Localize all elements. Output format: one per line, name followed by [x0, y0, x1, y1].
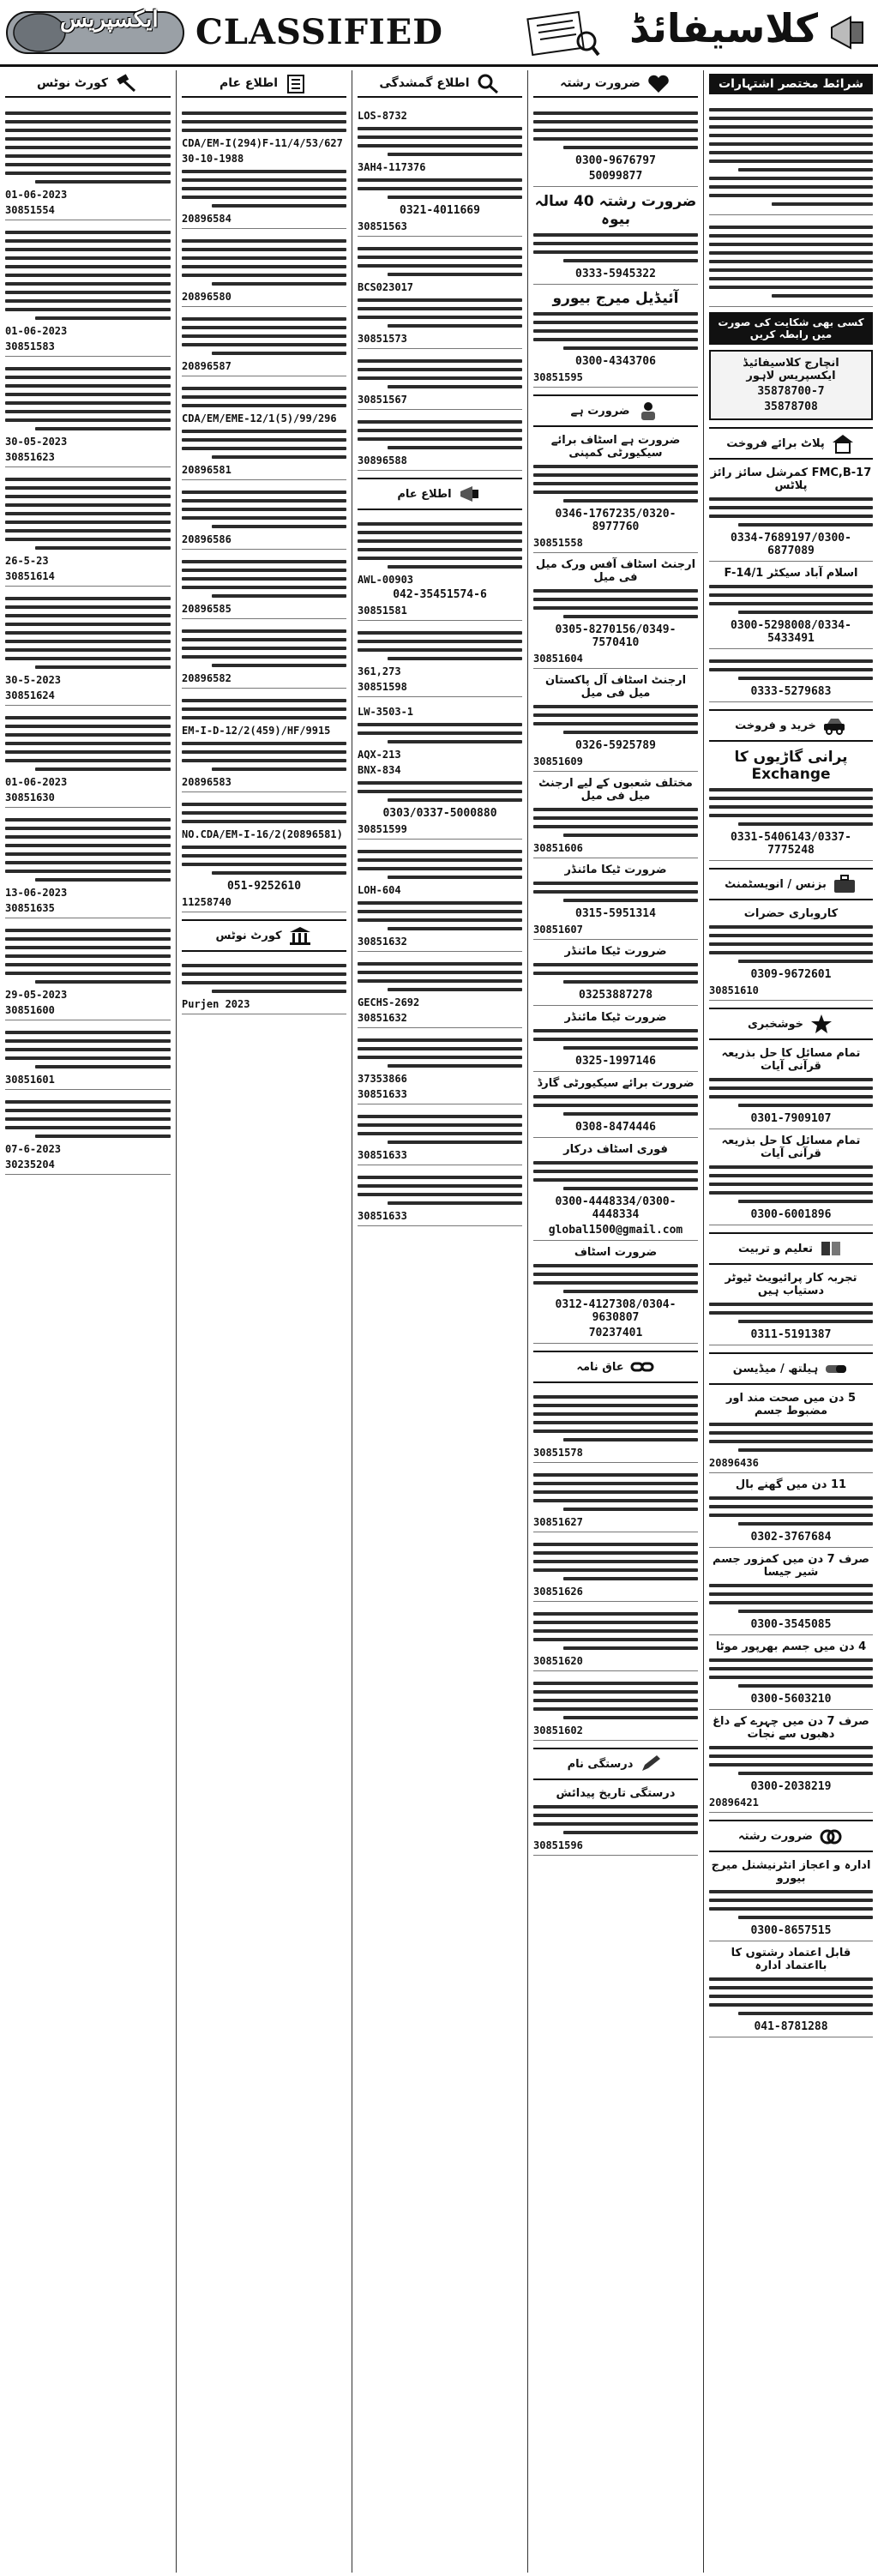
- classified-ad: ضرورت ٹیکا مائنڈر 03253887278: [533, 940, 698, 1006]
- classified-ad: 29-05-2023 30851600: [5, 918, 171, 1020]
- section-header: کورٹ نوٹس: [182, 919, 346, 952]
- column-lost-and-public-notice: [352, 70, 527, 2573]
- contact-box: [709, 350, 873, 420]
- classified-ad: 0300-9676797 50099877: [533, 101, 698, 187]
- classified-ad: 30851626: [533, 1532, 698, 1602]
- classified-ad: BCS023017 30851573: [358, 237, 522, 349]
- classified-ad: اسلام آباد سیکٹر F-14/1 0300-5298008/0334-5433491: [709, 562, 873, 649]
- classified-ad: FMC,B-17 کمرشل سائز رائز پلاٹس 0334-7689197/0300-6877089: [709, 461, 873, 562]
- column-header: [533, 70, 698, 98]
- classified-ad: Purjen 2023: [182, 954, 346, 1014]
- section-header: عاق نامہ: [533, 1351, 698, 1383]
- classified-ad: 30851578: [533, 1385, 698, 1463]
- page-title-english: CLASSIFIED: [195, 12, 443, 52]
- hiring-icon: [635, 400, 661, 422]
- classified-ad: 30851633: [358, 1104, 522, 1165]
- classified-ad: [709, 98, 873, 215]
- contact-office: انچارج کلاسیفائیڈ ایکسپریس لاہور: [743, 357, 839, 382]
- classified-ad: 11 دن میں گھنے بال 0302-3767684: [709, 1473, 873, 1548]
- megaphone-icon: [825, 9, 873, 57]
- rings-icon: [818, 1825, 844, 1847]
- masthead: [0, 0, 878, 67]
- classified-ad: EM-I-D-12/2(459)/HF/9915 20896583: [182, 689, 346, 792]
- classified-ad: مختلف شعبوں کے لیے ارجنٹ میل فی میل 30851606: [533, 772, 698, 858]
- column-header: [358, 70, 522, 98]
- gavel-icon: [113, 72, 139, 94]
- classified-ad: 26-5-23 30851614: [5, 467, 171, 587]
- chain-icon: [629, 1356, 655, 1378]
- classified-ad: 07-6-2023 30235204: [5, 1090, 171, 1175]
- column-header-label: شرائط مختصر اشتہارات: [719, 77, 863, 91]
- classified-ad: 20896580: [182, 229, 346, 307]
- classified-ad: ارجنٹ اسٹاف آفس ورک میل فی میل 0305-8270156/0349-7570410 30851604: [533, 553, 698, 669]
- column-header-label: اطلاع عام: [219, 76, 279, 90]
- column-terms-and-property: [703, 70, 878, 2573]
- classified-ad: 30-05-2023 30851623: [5, 357, 171, 467]
- classified-ad: 30851601: [5, 1020, 171, 1090]
- classified-ad: درستگی تاریخ پیدائش 30851596: [533, 1782, 698, 1856]
- section-header: بزنس / انویسٹمنٹ: [709, 868, 873, 900]
- house-icon: [830, 432, 856, 454]
- section-header: ضرورت رشتہ: [709, 1820, 873, 1852]
- car-icon: [821, 714, 847, 737]
- column-header: [709, 74, 873, 94]
- column-header-label: ضرورت رشتہ: [560, 76, 640, 90]
- classified-ad: 01-06-2023 30851583: [5, 220, 171, 357]
- pencil-icon: [638, 1753, 664, 1775]
- column-matrimonial-and-jobs: [527, 70, 703, 2573]
- section-header: خوشخبری: [709, 1008, 873, 1040]
- classified-ad: 30851602: [533, 1671, 698, 1741]
- classified-ad: پرانی گاڑیوں کا Exchange 0331-5406143/0337-7775248: [709, 743, 873, 861]
- section-header: ضرورت ہے: [533, 394, 698, 427]
- contact-fax: 35878708: [764, 400, 818, 413]
- classified-ad: ادارہ و اعجاز انٹرنیشنل میرج بیورو 0300-8657515: [709, 1854, 873, 1941]
- column-public-notice: [176, 70, 352, 2573]
- classified-ad: 361,273 30851598: [358, 621, 522, 697]
- briefcase-icon: [832, 873, 857, 895]
- classified-ad: 0333-5279683: [709, 649, 873, 702]
- section-header: پلاٹ برائے فروخت: [709, 427, 873, 460]
- classified-ad: LOS-8732 3AH4-117376 0321-4011669 30851563: [358, 101, 522, 237]
- classified-ad: [709, 215, 873, 307]
- complaint-banner: کسی بھی شکایت کی صورت میں رابطہ کریں: [709, 312, 873, 345]
- column-header: [182, 70, 346, 98]
- classified-ad: کاروباری حضرات 0309-9672601 30851610: [709, 902, 873, 1001]
- star-icon: [809, 1013, 834, 1035]
- classified-ad: LW-3503-1 AQX-213 BNX-834 0303/0337-5000880 30851599: [358, 697, 522, 840]
- classified-ad: ضرورت ٹیکا مائنڈر 0315-5951314 30851607: [533, 858, 698, 940]
- logo-text: ایکسپریس: [60, 7, 159, 33]
- section-header: ہیلتھ / میڈیسن: [709, 1352, 873, 1385]
- classified-ad: 20896582: [182, 619, 346, 689]
- classified-ad: 5 دن میں صحت مند اور مضبوط جسم 20896436: [709, 1387, 873, 1473]
- classified-ad: NO.CDA/EM-I-16/2(20896581) 051-9252610 11258740: [182, 792, 346, 912]
- classified-ad: LOH-604 30851632: [358, 840, 522, 952]
- classified-ad: فوری اسٹاف درکار 0300-4448334/0300-4448334 global1500@gmail.com: [533, 1138, 698, 1241]
- column-header-label: اطلاع گمشدگی: [379, 76, 470, 90]
- page-title-urdu: کلاسیفائڈ: [629, 5, 818, 51]
- classified-ad: 20896585: [182, 550, 346, 619]
- newspaper-illustration-icon: [523, 7, 600, 58]
- classified-ad: 30851633: [358, 1165, 522, 1226]
- classified-ad: 30851620: [533, 1602, 698, 1671]
- classified-ad: صرف 7 دن میں کمزور جسم شیر جیسا 0300-3545085: [709, 1548, 873, 1635]
- column-header: [5, 70, 171, 98]
- classified-ad: CDA/EM/EME-12/1(5)/99/296 20896581: [182, 376, 346, 480]
- section-header: خرید و فروخت: [709, 709, 873, 742]
- building-icon: [283, 72, 309, 94]
- classified-ad: تمام مسائل کا حل بذریعہ قرآنی آیات 0301-7909107: [709, 1042, 873, 1129]
- classified-ad: ارجنٹ اسٹاف آل پاکستان میل فی میل 0326-5925789 30851609: [533, 669, 698, 772]
- classified-ad: 30851567: [358, 349, 522, 410]
- classified-ad: 30896588: [358, 410, 522, 471]
- court-icon: [287, 924, 313, 947]
- classified-ad: صرف 7 دن میں چہرے کے داغ دھبوں سے نجات 0300-2038219 20896421: [709, 1710, 873, 1813]
- contact-phone: 35878700-7: [757, 385, 825, 398]
- classified-ad: 30851627: [533, 1463, 698, 1532]
- section-header: اطلاع عام: [358, 478, 522, 510]
- classified-ad: ضرورت برائے سیکیورٹی گارڈ 0308-8474446: [533, 1072, 698, 1138]
- classified-ad: 01-06-2023 30851630: [5, 706, 171, 808]
- classified-ad: GECHS-2692 30851632: [358, 952, 522, 1028]
- classified-ad: ضرورت رشتہ 40 سالہ بیوہ 0333-5945322: [533, 187, 698, 285]
- classified-ad: AWL-00903 042-35451574-6 30851581: [358, 512, 522, 621]
- magnifier-icon: [475, 72, 501, 94]
- classified-ad: 01-06-2023 30851554: [5, 101, 171, 220]
- classified-ad: ضرورت اسٹاف 0312-4127308/0304-9630807 70237401: [533, 1241, 698, 1344]
- classified-ad: ضرورت ٹیکا مائنڈر 0325-1997146: [533, 1006, 698, 1072]
- classified-ad: آئیڈیل میرج بیورو 0300-4343706 30851595: [533, 285, 698, 388]
- column-header-label: کورٹ نوٹس: [37, 76, 109, 90]
- classified-ad: 30-5-2023 30851624: [5, 587, 171, 706]
- book-icon: [818, 1237, 844, 1260]
- classified-ad: 4 دن میں جسم بھرپور موٹا 0300-5603210: [709, 1635, 873, 1710]
- heart-icon: [646, 72, 671, 94]
- classified-ad: تمام مسائل کا حل بذریعہ قرآنی آیات 0300-6001896: [709, 1129, 873, 1225]
- classified-ad: تجربہ کار پرائیویٹ ٹیوٹر دستیاب ہیں 0311-5191387: [709, 1267, 873, 1345]
- classified-ad: 37353866 30851633: [358, 1028, 522, 1104]
- medicine-icon: [823, 1357, 849, 1380]
- classified-ad: 20896587: [182, 307, 346, 376]
- classified-ad: ضرورت ہے اسٹاف برائے سیکیورٹی کمپنی 0346-1767235/0320-8977760 30851558: [533, 429, 698, 553]
- section-header: تعلیم و تربیت: [709, 1232, 873, 1265]
- classified-ad: قابل اعتماد رشتوں کا بااعتماد ادارہ 041-8781288: [709, 1941, 873, 2037]
- classified-ad: 13-06-2023 30851635: [5, 808, 171, 918]
- classified-ad: 20896586: [182, 480, 346, 550]
- megaphone-icon: [457, 483, 483, 505]
- classified-ad: CDA/EM-I(294)F-11/4/53/627 30-10-1988 20896584: [182, 101, 346, 229]
- column-court-notice: [0, 70, 176, 2573]
- section-header: درستگی نام: [533, 1748, 698, 1780]
